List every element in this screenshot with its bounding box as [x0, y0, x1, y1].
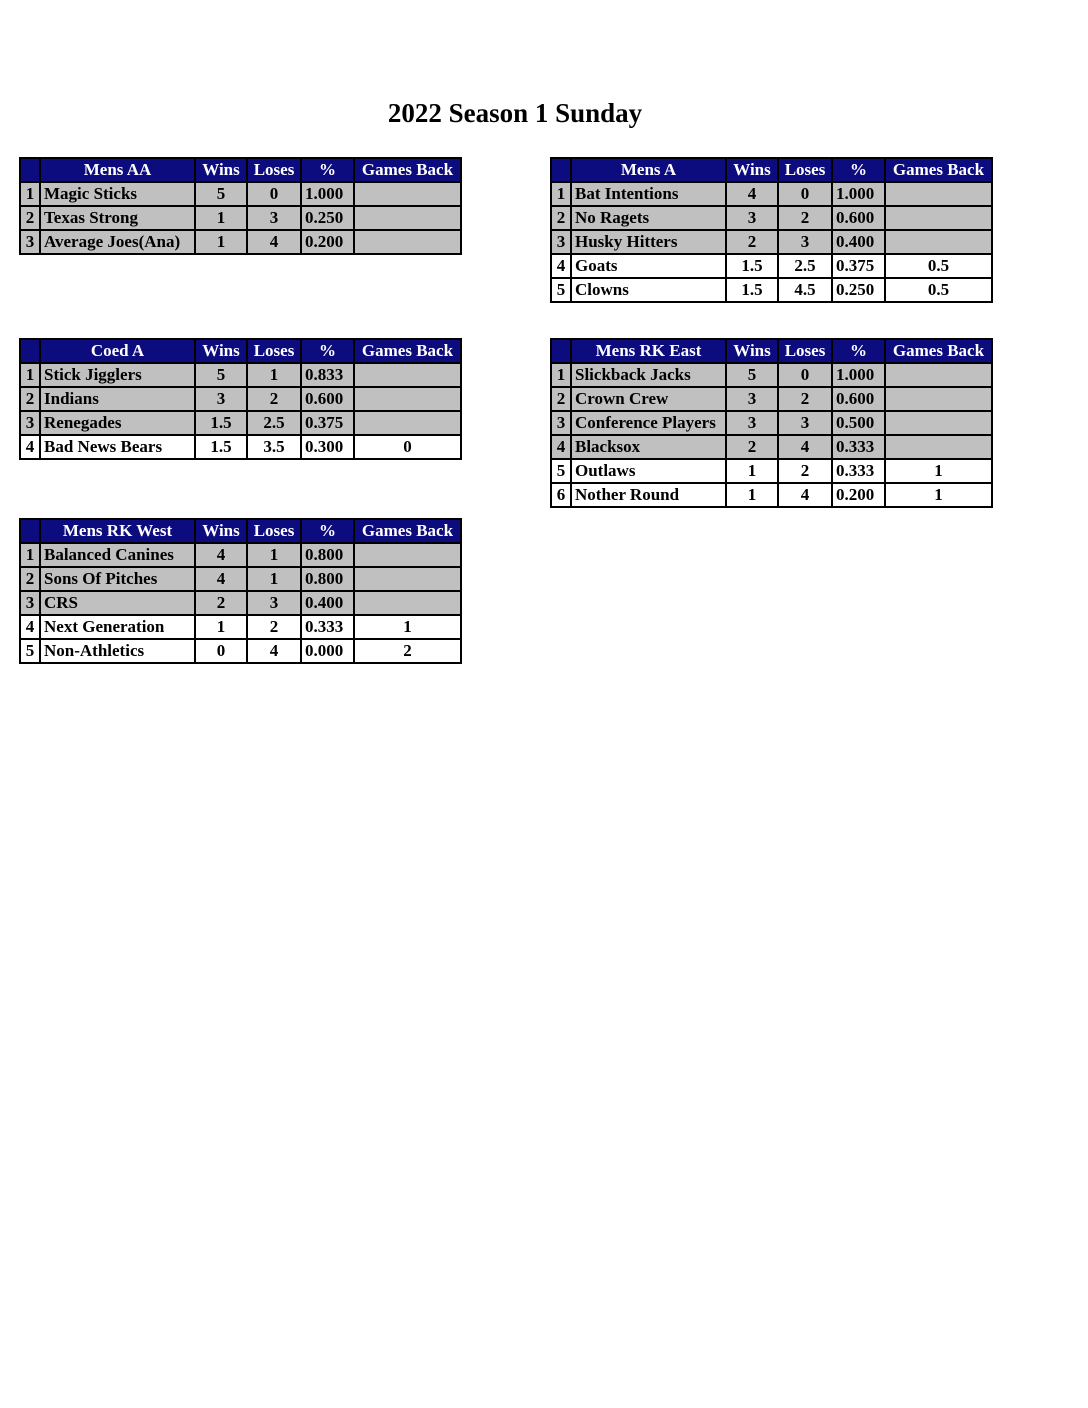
- games-back-cell: [885, 363, 992, 387]
- table-row: [20, 363, 461, 387]
- table-header: [551, 158, 992, 182]
- loses-header: Loses: [247, 158, 301, 182]
- team-name: Renegades: [40, 411, 195, 435]
- table-row: [551, 483, 992, 507]
- table-row: [20, 639, 461, 663]
- loses-cell: 2: [778, 459, 832, 483]
- table-row: [20, 206, 461, 230]
- wins-cell: 1: [195, 206, 247, 230]
- games-back-header: Games Back: [354, 339, 461, 363]
- loses-cell: 4.5: [778, 278, 832, 302]
- wins-cell: 1: [195, 615, 247, 639]
- table-header: [20, 158, 461, 182]
- division-name: Coed A: [40, 339, 195, 363]
- rank-cell: 1: [551, 363, 571, 387]
- rank-cell: 3: [20, 591, 40, 615]
- team-name: Bad News Bears: [40, 435, 195, 459]
- rank-cell: 3: [20, 411, 40, 435]
- games-back-cell: 1: [885, 459, 992, 483]
- table-row: [551, 278, 992, 302]
- wins-cell: 3: [726, 387, 778, 411]
- rank-cell: 4: [551, 435, 571, 459]
- pct-cell: 0.600: [832, 387, 885, 411]
- rank-cell: 5: [551, 278, 571, 302]
- header-row: [20, 339, 461, 363]
- team-name: CRS: [40, 591, 195, 615]
- table-body: [20, 182, 461, 254]
- loses-header: Loses: [247, 339, 301, 363]
- pct-cell: 0.800: [301, 543, 354, 567]
- team-name: Next Generation: [40, 615, 195, 639]
- table-row: [551, 182, 992, 206]
- standings-table-mens-rk-west: [19, 518, 462, 664]
- table-row: [20, 567, 461, 591]
- wins-cell: 0: [195, 639, 247, 663]
- rank-cell: 5: [551, 459, 571, 483]
- team-name: Texas Strong: [40, 206, 195, 230]
- table-row: [551, 435, 992, 459]
- games-back-header: Games Back: [354, 519, 461, 543]
- loses-cell: 1: [247, 543, 301, 567]
- page-title: 2022 Season 1 Sunday: [387, 98, 643, 128]
- division-name: Mens A: [571, 158, 726, 182]
- division-name: Mens RK East: [571, 339, 726, 363]
- wins-header: Wins: [195, 158, 247, 182]
- wins-cell: 5: [726, 363, 778, 387]
- table-body: [20, 543, 461, 663]
- pct-cell: 0.400: [301, 591, 354, 615]
- team-name: Husky Hitters: [571, 230, 726, 254]
- wins-cell: 5: [195, 363, 247, 387]
- wins-cell: 1.5: [195, 435, 247, 459]
- games-back-cell: [354, 387, 461, 411]
- games-back-cell: [885, 411, 992, 435]
- wins-cell: 3: [726, 411, 778, 435]
- pct-header: %: [301, 339, 354, 363]
- pct-cell: 0.600: [301, 387, 354, 411]
- header-row: [551, 339, 992, 363]
- pct-cell: 0.250: [301, 206, 354, 230]
- wins-header: Wins: [195, 339, 247, 363]
- team-name: Stick Jigglers: [40, 363, 195, 387]
- pct-cell: 0.200: [301, 230, 354, 254]
- wins-cell: 1.5: [726, 278, 778, 302]
- loses-cell: 4: [247, 230, 301, 254]
- wins-header: Wins: [726, 158, 778, 182]
- rank-cell: 1: [20, 182, 40, 206]
- loses-cell: 4: [778, 483, 832, 507]
- table-header: [20, 339, 461, 363]
- table-header: [20, 519, 461, 543]
- pct-cell: 1.000: [832, 182, 885, 206]
- loses-cell: 3: [778, 411, 832, 435]
- rank-cell: 3: [551, 411, 571, 435]
- team-name: Crown Crew: [571, 387, 726, 411]
- rank-header: [20, 339, 40, 363]
- pct-cell: 0.333: [301, 615, 354, 639]
- standings-table-mens-aa: [19, 157, 462, 255]
- table-row: [551, 411, 992, 435]
- team-name: Average Joes(Ana): [40, 230, 195, 254]
- games-back-cell: [354, 206, 461, 230]
- loses-header: Loses: [778, 158, 832, 182]
- loses-cell: 2: [247, 387, 301, 411]
- wins-cell: 5: [195, 182, 247, 206]
- games-back-cell: [885, 435, 992, 459]
- pct-cell: 0.375: [301, 411, 354, 435]
- loses-cell: 3: [778, 230, 832, 254]
- table-row: [551, 206, 992, 230]
- rank-cell: 1: [20, 543, 40, 567]
- pct-cell: 0.000: [301, 639, 354, 663]
- rank-header: [551, 339, 571, 363]
- wins-header: Wins: [726, 339, 778, 363]
- header-row: [20, 519, 461, 543]
- games-back-cell: 0: [354, 435, 461, 459]
- table-row: [20, 435, 461, 459]
- rank-cell: 2: [20, 206, 40, 230]
- pct-cell: 0.333: [832, 459, 885, 483]
- loses-cell: 2: [247, 615, 301, 639]
- loses-cell: 4: [247, 639, 301, 663]
- wins-cell: 4: [726, 182, 778, 206]
- rank-cell: 1: [20, 363, 40, 387]
- pct-cell: 0.833: [301, 363, 354, 387]
- table-body: [551, 182, 992, 302]
- wins-cell: 1.5: [726, 254, 778, 278]
- loses-cell: 3: [247, 206, 301, 230]
- table-row: [551, 387, 992, 411]
- games-back-cell: [354, 591, 461, 615]
- loses-cell: 2.5: [247, 411, 301, 435]
- rank-cell: 5: [20, 639, 40, 663]
- games-back-cell: 0.5: [885, 254, 992, 278]
- wins-cell: 2: [726, 435, 778, 459]
- games-back-header: Games Back: [885, 158, 992, 182]
- games-back-cell: [885, 182, 992, 206]
- wins-cell: 3: [726, 206, 778, 230]
- rank-cell: 4: [20, 615, 40, 639]
- games-back-cell: 1: [885, 483, 992, 507]
- games-back-cell: [354, 411, 461, 435]
- table-header: [551, 339, 992, 363]
- wins-cell: 1: [726, 483, 778, 507]
- division-name: Mens RK West: [40, 519, 195, 543]
- table-row: [20, 615, 461, 639]
- games-back-cell: [354, 363, 461, 387]
- loses-cell: 3.5: [247, 435, 301, 459]
- standings-table-mens-a: [550, 157, 993, 303]
- table-body: [551, 363, 992, 507]
- table-row: [20, 230, 461, 254]
- rank-header: [20, 519, 40, 543]
- table-row: [20, 591, 461, 615]
- table-row: [551, 254, 992, 278]
- games-back-cell: [354, 543, 461, 567]
- pct-cell: 0.500: [832, 411, 885, 435]
- team-name: Nother Round: [571, 483, 726, 507]
- team-name: Outlaws: [571, 459, 726, 483]
- wins-cell: 1.5: [195, 411, 247, 435]
- team-name: Blacksox: [571, 435, 726, 459]
- games-back-cell: 0.5: [885, 278, 992, 302]
- table-row: [551, 363, 992, 387]
- pct-header: %: [832, 158, 885, 182]
- team-name: Indians: [40, 387, 195, 411]
- rank-cell: 3: [551, 230, 571, 254]
- rank-cell: 2: [551, 206, 571, 230]
- table-row: [551, 230, 992, 254]
- loses-cell: 2: [778, 387, 832, 411]
- loses-cell: 4: [778, 435, 832, 459]
- pct-cell: 0.400: [832, 230, 885, 254]
- pct-cell: 0.600: [832, 206, 885, 230]
- rank-cell: 4: [551, 254, 571, 278]
- standings-table-coed-a: [19, 338, 462, 460]
- rank-cell: 4: [20, 435, 40, 459]
- loses-cell: 3: [247, 591, 301, 615]
- pct-header: %: [301, 158, 354, 182]
- team-name: Sons Of Pitches: [40, 567, 195, 591]
- pct-header: %: [301, 519, 354, 543]
- loses-header: Loses: [247, 519, 301, 543]
- team-name: Clowns: [571, 278, 726, 302]
- games-back-cell: 2: [354, 639, 461, 663]
- loses-header: Loses: [778, 339, 832, 363]
- games-back-cell: [885, 206, 992, 230]
- pct-cell: 1.000: [301, 182, 354, 206]
- pct-header: %: [832, 339, 885, 363]
- team-name: Goats: [571, 254, 726, 278]
- loses-cell: 0: [778, 182, 832, 206]
- games-back-cell: [354, 230, 461, 254]
- wins-header: Wins: [195, 519, 247, 543]
- pct-cell: 0.333: [832, 435, 885, 459]
- games-back-cell: [354, 567, 461, 591]
- wins-cell: 3: [195, 387, 247, 411]
- table-row: [20, 182, 461, 206]
- pct-cell: 0.250: [832, 278, 885, 302]
- table-row: [20, 387, 461, 411]
- table-row: [20, 543, 461, 567]
- table-row: [551, 459, 992, 483]
- rank-cell: 2: [20, 387, 40, 411]
- rank-cell: 2: [20, 567, 40, 591]
- team-name: Slickback Jacks: [571, 363, 726, 387]
- wins-cell: 4: [195, 567, 247, 591]
- loses-cell: 0: [247, 182, 301, 206]
- loses-cell: 2.5: [778, 254, 832, 278]
- header-row: [551, 158, 992, 182]
- team-name: No Ragets: [571, 206, 726, 230]
- pct-cell: 0.375: [832, 254, 885, 278]
- table-row: [20, 411, 461, 435]
- games-back-cell: [354, 182, 461, 206]
- loses-cell: 2: [778, 206, 832, 230]
- loses-cell: 1: [247, 567, 301, 591]
- header-row: [20, 158, 461, 182]
- wins-cell: 2: [195, 591, 247, 615]
- pct-cell: 0.200: [832, 483, 885, 507]
- table-body: [20, 363, 461, 459]
- rank-cell: 3: [20, 230, 40, 254]
- loses-cell: 1: [247, 363, 301, 387]
- rank-cell: 2: [551, 387, 571, 411]
- games-back-cell: [885, 387, 992, 411]
- wins-cell: 2: [726, 230, 778, 254]
- division-name: Mens AA: [40, 158, 195, 182]
- games-back-header: Games Back: [885, 339, 992, 363]
- rank-header: [20, 158, 40, 182]
- team-name: Conference Players: [571, 411, 726, 435]
- wins-cell: 4: [195, 543, 247, 567]
- team-name: Bat Intentions: [571, 182, 726, 206]
- games-back-cell: [885, 230, 992, 254]
- loses-cell: 0: [778, 363, 832, 387]
- wins-cell: 1: [195, 230, 247, 254]
- pct-cell: 0.800: [301, 567, 354, 591]
- pct-cell: 0.300: [301, 435, 354, 459]
- team-name: Non-Athletics: [40, 639, 195, 663]
- pct-cell: 1.000: [832, 363, 885, 387]
- games-back-cell: 1: [354, 615, 461, 639]
- team-name: Magic Sticks: [40, 182, 195, 206]
- rank-cell: 1: [551, 182, 571, 206]
- wins-cell: 1: [726, 459, 778, 483]
- standings-table-mens-rk-east: [550, 338, 993, 508]
- team-name: Balanced Canines: [40, 543, 195, 567]
- games-back-header: Games Back: [354, 158, 461, 182]
- rank-cell: 6: [551, 483, 571, 507]
- rank-header: [551, 158, 571, 182]
